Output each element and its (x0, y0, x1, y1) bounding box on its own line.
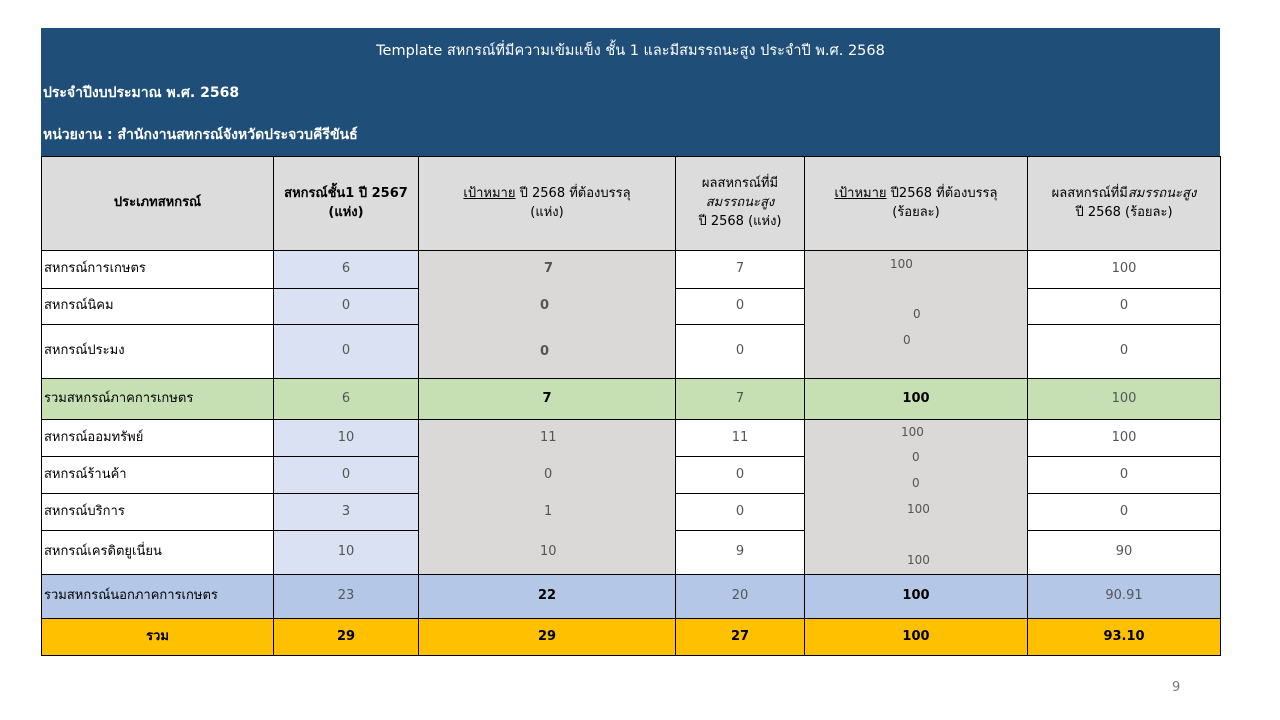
target-count-value: 11 (540, 430, 557, 445)
header-class1-2567: สหกรณ์ชั้น1 ปี 2567 (แห่ง) (273, 156, 419, 251)
target-pct-value: 100 (907, 502, 930, 516)
cell-result-pct: 0 (1027, 456, 1221, 494)
cell-target: 22 (418, 574, 676, 619)
row-name-agri-total: รวมสหกรณ์ภาคการเกษตร (41, 378, 274, 420)
cell-result-pct: 0 (1027, 324, 1221, 379)
target-pct-value: 100 (890, 257, 913, 271)
target-pct-value: 100 (907, 553, 930, 567)
cell-result: 7 (675, 250, 805, 289)
target-count-value: 0 (540, 344, 550, 359)
target-pct-value: 0 (903, 333, 911, 347)
header-target-pct: เป้าหมาย ปี2568 ที่ต้องบรรลุ (ร้อยละ) (804, 156, 1028, 251)
row-name-store: สหกรณ์ร้านค้า (41, 456, 274, 494)
cell-result-pct: 90.91 (1027, 574, 1221, 619)
row-name-nonagri-total: รวมสหกรณ์นอกภาคการเกษตร (41, 574, 274, 619)
row-name-agri: สหกรณ์การเกษตร (41, 250, 274, 289)
cell-result-pct: 90 (1027, 530, 1221, 575)
cell-class1: 23 (273, 574, 419, 619)
cell-result-pct: 93.10 (1027, 618, 1221, 656)
header-banner (41, 28, 1220, 156)
cell-result-pct: 100 (1027, 419, 1221, 457)
row-name-savings: สหกรณ์ออมทรัพย์ (41, 419, 274, 457)
cell-class1: 10 (273, 419, 419, 457)
row-name-credit-union: สหกรณ์เครดิตยูเนี่ยน (41, 530, 274, 575)
cell-class1: 0 (273, 324, 419, 379)
cell-target-pct: 100 (804, 618, 1028, 656)
header-result-count: ผลสหกรณ์ที่มี สมรรถนะสูง ปี 2568 (แห่ง) (675, 156, 805, 251)
cell-result: 0 (675, 324, 805, 379)
row-name-nikhom: สหกรณ์นิคม (41, 288, 274, 325)
header-result-pct: ผลสหกรณ์ที่มีสมรรถนะสูง ปี 2568 (ร้อยละ) (1027, 156, 1221, 251)
cell-result: 27 (675, 618, 805, 656)
cell-result: 7 (675, 378, 805, 420)
target-pct-block-nonagri (804, 419, 1028, 575)
page-number: 9 (1172, 680, 1181, 695)
cell-result: 0 (675, 456, 805, 494)
cooperative-table (41, 156, 1221, 656)
target-count-value: 1 (544, 504, 553, 519)
cell-target: 29 (418, 618, 676, 656)
cell-class1: 6 (273, 378, 419, 420)
target-count-value: 7 (544, 261, 554, 276)
cell-class1: 0 (273, 288, 419, 325)
cell-class1: 3 (273, 493, 419, 531)
cell-result-pct: 0 (1027, 288, 1221, 325)
row-name-fishery: สหกรณ์ประมง (41, 324, 274, 379)
target-count-value: 10 (540, 544, 557, 559)
fiscal-year-label: ประจำปีงบประมาณ พ.ศ. 2568 (43, 85, 240, 101)
row-name-service: สหกรณ์บริการ (41, 493, 274, 531)
target-pct-value: 0 (912, 450, 920, 464)
target-pct-value: 0 (913, 307, 921, 321)
target-count-value: 0 (540, 298, 550, 313)
cell-result-pct: 0 (1027, 493, 1221, 531)
cell-target-pct: 100 (804, 378, 1028, 420)
target-pct-value: 100 (901, 425, 924, 439)
cell-class1: 10 (273, 530, 419, 575)
cell-result: 11 (675, 419, 805, 457)
target-pct-value: 0 (912, 476, 920, 490)
header-target-count: เป้าหมาย ปี 2568 ที่ต้องบรรลุ (แห่ง) (418, 156, 676, 251)
cell-target-pct: 100 (804, 574, 1028, 619)
row-name-grand-total: รวม (41, 618, 274, 656)
cell-result: 20 (675, 574, 805, 619)
page-title: Template สหกรณ์ที่มีความเข้มแข็ง ชั้น 1 และมีสมรรถนะสูง ประจำปี พ.ศ. 2568 (376, 43, 885, 59)
target-count-value: 0 (544, 467, 553, 482)
cell-class1: 6 (273, 250, 419, 289)
cell-result: 9 (675, 530, 805, 575)
cell-result: 0 (675, 288, 805, 325)
cell-class1: 0 (273, 456, 419, 494)
cell-result: 0 (675, 493, 805, 531)
agency-label: หน่วยงาน : สำนักงานสหกรณ์จังหวัดประจวบคีรีขันธ์ (43, 127, 358, 143)
header-type: ประเภทสหกรณ์ (41, 156, 274, 251)
cell-result-pct: 100 (1027, 378, 1221, 420)
cell-result-pct: 100 (1027, 250, 1221, 289)
cell-class1: 29 (273, 618, 419, 656)
cell-target: 7 (418, 378, 676, 420)
